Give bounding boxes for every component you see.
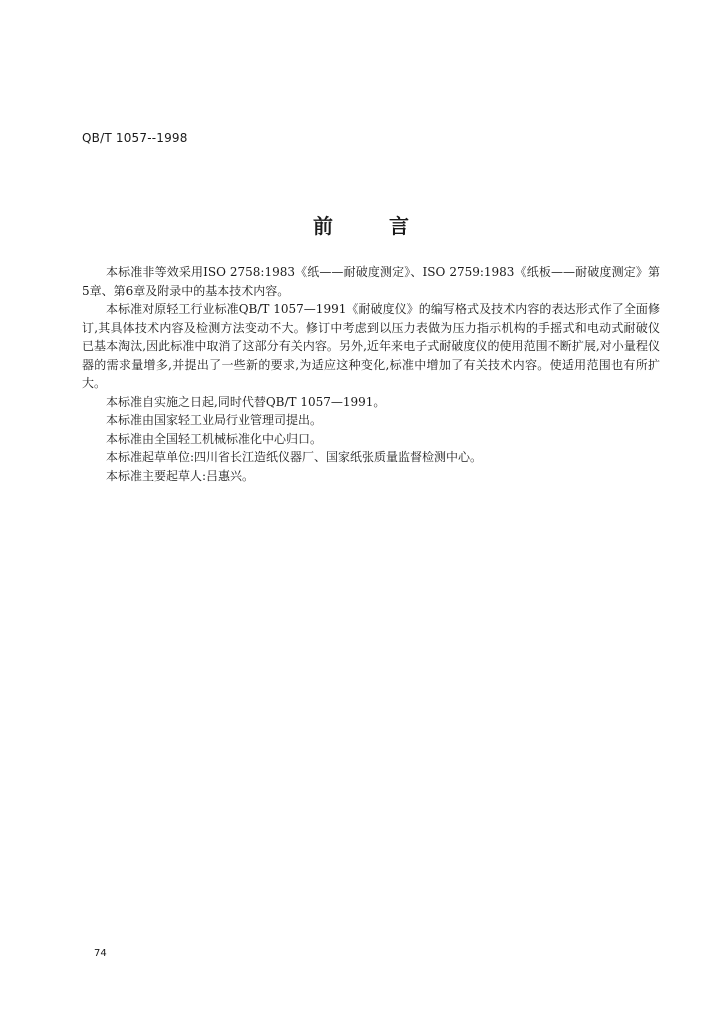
paragraph-proposer: 本标准由国家轻工业局行业管理司提出。: [106, 413, 323, 427]
page-number: 74: [94, 948, 107, 959]
paragraph-revision: 本标准对原轻工行业标准QB/T 1057—1991《耐破度仪》的编写格式及技术内容的表达形式作了全面修订,其具体技术内容及检测方法变动不大。修订中考虑到以压力表做为压力指示机构的手摇式和电动式耐破仪已基本淘汰,因此标准中取消了这部分有关内容。另外,近年来电子式耐破度仪的使用范围不断扩展,对小量程仪器的需求量增多,并提出了一些新的要求,为适应这种变化,标准中增加了有关技术内容。使适用范围也有所扩大。: [82, 302, 660, 390]
page-title: 前言: [313, 214, 465, 238]
paragraph-drafters: 本标准主要起草人:吕惠兴。: [106, 468, 255, 483]
foreword-body: [82, 263, 660, 485]
standard-code: QB/T 1057--1998: [82, 131, 188, 145]
paragraph-drafting-units: 本标准起草单位:四川省长江造纸仪器厂、国家纸张质量监督检测中心。: [106, 450, 483, 464]
paragraph-adoption: 本标准非等效采用ISO 2758:1983《纸——耐破度测定》、ISO 2759:1983《纸板——耐破度测定》第5章、第6章及附录中的基本技术内容。: [82, 265, 660, 298]
paragraph-centralizer: 本标准由全国轻工机械标准化中心归口。: [106, 431, 323, 446]
paragraph-replacement: 本标准自实施之日起,同时代替QB/T 1057—1991。: [106, 394, 386, 409]
